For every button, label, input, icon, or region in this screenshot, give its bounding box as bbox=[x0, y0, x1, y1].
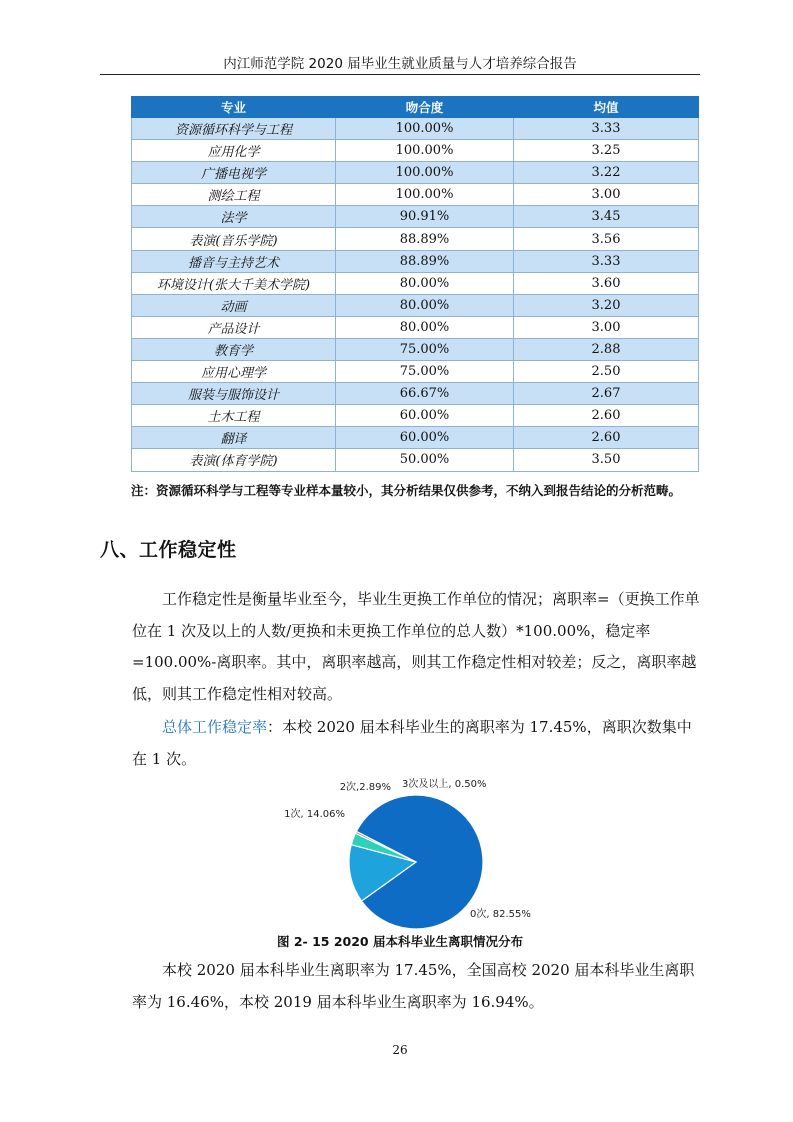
cell-major: 教育学 bbox=[132, 338, 336, 360]
table-row bbox=[132, 206, 699, 228]
paragraph-comparison: 本校 2020 届本科毕业生离职率为 17.45%，全国高校 2020 届本科毕业生离职率为 16.46%，本校 2019 届本科毕业生离职率为 16.94%。 bbox=[132, 961, 695, 1011]
table-row bbox=[132, 118, 699, 140]
cell-major: 产品设计 bbox=[132, 316, 336, 338]
cell-mean: 3.00 bbox=[514, 184, 699, 206]
column-header-match: 吻合度 bbox=[336, 97, 514, 118]
cell-match: 80.00% bbox=[336, 272, 514, 294]
pie-slice-label: 2次,2.89% bbox=[339, 782, 391, 793]
turnover-pie-chart bbox=[270, 770, 570, 930]
cell-major: 环境设计(张大千美术学院) bbox=[132, 272, 336, 294]
paragraph-overall-rate-text: ：本校 2020 届本科毕业生的离职率为 17.45%，离职次数集中在 1 次。 bbox=[132, 718, 692, 768]
cell-major: 表演(音乐学院) bbox=[132, 228, 336, 250]
cell-match: 100.00% bbox=[336, 140, 514, 162]
cell-mean: 3.56 bbox=[514, 228, 699, 250]
table-row bbox=[132, 184, 699, 206]
highlight-term: 总体工作稳定率 bbox=[162, 718, 268, 736]
table-row bbox=[132, 427, 699, 449]
page-number: 26 bbox=[392, 1043, 408, 1057]
cell-match: 75.00% bbox=[336, 338, 514, 360]
cell-match: 90.91% bbox=[336, 206, 514, 228]
table-row bbox=[132, 140, 699, 162]
cell-match: 100.00% bbox=[336, 162, 514, 184]
cell-major: 服装与服饰设计 bbox=[132, 383, 336, 405]
cell-match: 88.89% bbox=[336, 228, 514, 250]
cell-major: 法学 bbox=[132, 206, 336, 228]
cell-mean: 3.60 bbox=[514, 272, 699, 294]
table-row bbox=[132, 338, 699, 360]
table-row bbox=[132, 250, 699, 272]
cell-mean: 3.50 bbox=[514, 449, 699, 471]
cell-match: 88.89% bbox=[336, 250, 514, 272]
column-header-mean: 均值 bbox=[514, 97, 699, 118]
cell-major: 翻译 bbox=[132, 427, 336, 449]
header-divider bbox=[100, 74, 700, 75]
cell-mean: 2.67 bbox=[514, 383, 699, 405]
table-row bbox=[132, 383, 699, 405]
table-row bbox=[132, 449, 699, 471]
table-row bbox=[132, 294, 699, 316]
cell-match: 100.00% bbox=[336, 184, 514, 206]
cell-match: 50.00% bbox=[336, 449, 514, 471]
cell-match: 100.00% bbox=[336, 118, 514, 140]
cell-major: 资源循环科学与工程 bbox=[132, 118, 336, 140]
table-note: 注：资源循环科学与工程等专业样本量较小，其分析结果仅供参考，不纳入到报告结论的分析范畴。 bbox=[131, 483, 682, 498]
cell-mean: 3.25 bbox=[514, 140, 699, 162]
cell-match: 80.00% bbox=[336, 316, 514, 338]
cell-major: 土木工程 bbox=[132, 405, 336, 427]
cell-match: 66.67% bbox=[336, 383, 514, 405]
pie-slice-label: 1次, 14.06% bbox=[284, 809, 345, 820]
cell-mean: 3.22 bbox=[514, 162, 699, 184]
cell-major: 动画 bbox=[132, 294, 336, 316]
cell-mean: 2.88 bbox=[514, 338, 699, 360]
cell-major: 广播电视学 bbox=[132, 162, 336, 184]
cell-mean: 3.45 bbox=[514, 206, 699, 228]
cell-mean: 3.33 bbox=[514, 118, 699, 140]
table-header-row bbox=[132, 97, 699, 118]
pie-slice-label: 0次, 82.55% bbox=[470, 909, 531, 920]
cell-mean: 3.00 bbox=[514, 316, 699, 338]
cell-match: 75.00% bbox=[336, 361, 514, 383]
page-header: 内江师范学院 2020 届毕业生就业质量与人才培养综合报告 bbox=[223, 56, 577, 72]
table-row bbox=[132, 228, 699, 250]
cell-match: 60.00% bbox=[336, 427, 514, 449]
cell-mean: 2.60 bbox=[514, 427, 699, 449]
table-row bbox=[132, 162, 699, 184]
pie-slice-label: 3次及以上, 0.50% bbox=[402, 779, 487, 790]
figure-caption: 图 2- 15 2020 届本科毕业生离职情况分布 bbox=[277, 934, 523, 949]
cell-match: 80.00% bbox=[336, 294, 514, 316]
cell-mean: 3.20 bbox=[514, 294, 699, 316]
paragraph-definition: 工作稳定性是衡量毕业至今，毕业生更换工作单位的情况；离职率=（更换工作单位在 1 次及以上的人数/更换和未更换工作单位的总人数）*100.00%，稳定率=100.00%-离职率。其中，离职率越高，则其工作稳定性相对较差；反之，离职率越低，则其工作稳定性相对较高。 bbox=[132, 590, 700, 703]
cell-major: 应用心理学 bbox=[132, 361, 336, 383]
table-row bbox=[132, 361, 699, 383]
major-match-table bbox=[131, 96, 699, 472]
cell-major: 应用化学 bbox=[132, 140, 336, 162]
section-title: 八、工作稳定性 bbox=[100, 539, 237, 561]
table-row bbox=[132, 405, 699, 427]
cell-major: 表演(体育学院) bbox=[132, 449, 336, 471]
column-header-major: 专业 bbox=[132, 97, 336, 118]
cell-major: 测绘工程 bbox=[132, 184, 336, 206]
paragraph-overall-rate bbox=[132, 712, 702, 775]
cell-major: 播音与主持艺术 bbox=[132, 250, 336, 272]
cell-mean: 3.33 bbox=[514, 250, 699, 272]
cell-mean: 2.50 bbox=[514, 361, 699, 383]
table-row bbox=[132, 272, 699, 294]
cell-match: 60.00% bbox=[336, 405, 514, 427]
cell-mean: 2.60 bbox=[514, 405, 699, 427]
table-row bbox=[132, 316, 699, 338]
